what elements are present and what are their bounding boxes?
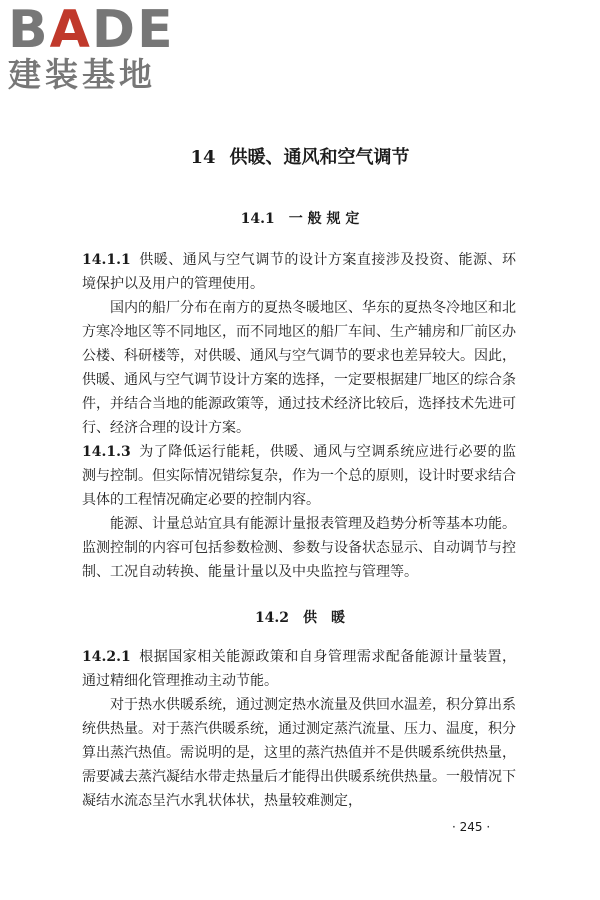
- chapter-title-text: 供暖、通风和空气调节: [229, 147, 410, 168]
- paragraph: [82, 693, 516, 813]
- section-number: 14.2: [254, 610, 290, 626]
- logo-letter-d: D: [91, 0, 138, 60]
- logo-letter-b: B: [8, 0, 50, 60]
- section-title-text: 供 暖: [303, 610, 346, 626]
- section-title-14-1: [0, 208, 600, 228]
- paragraph-text: 根据国家相关能源政策和自身管理需求配备能源计量装置，通过精细化管理推动主动节能。: [82, 649, 516, 689]
- paragraph-text: 国内的船厂分布在南方的夏热冬暖地区、华东的夏热冬冷地区和北方寒冷地区等不同地区，而不同地区的船厂车间、生产辅房和厂前区办公楼、科研楼等，对供暖、通风与空气调节的要求也差异较大。因此，供暖、通风与空气调节设计方案的选择，一定要根据建厂地区的综合条件，并结合当地的能源政策等，通过技术经济比较后，选择技术先进可行、经济合理的设计方案。: [82, 300, 516, 436]
- paragraph-14-1-1: [82, 248, 516, 296]
- paragraph-text: 供暖、通风与空气调节的设计方案直接涉及投资、能源、环境保护以及用户的管理使用。: [82, 252, 516, 292]
- paragraph-text: 为了降低运行能耗，供暖、通风与空调系统应进行必要的监测与控制。但实际情况错综复杂，作为一个总的原则，设计时要求结合具体的工程情况确定必要的控制内容。: [82, 444, 516, 508]
- logo-wordmark: [8, 0, 178, 60]
- logo-chinese: 建装基地: [8, 55, 156, 94]
- logo-letter-e: E: [137, 0, 175, 60]
- clause-number: 14.1.3: [82, 444, 131, 460]
- paragraph: [82, 512, 516, 584]
- clause-number: 14.2.1: [82, 649, 131, 665]
- paragraph: [82, 296, 516, 440]
- section-title-14-2: [0, 607, 600, 627]
- logo-letter-a: A: [49, 0, 92, 60]
- paragraph-14-2-1: [82, 645, 516, 693]
- section-title-text: 一 般 规 定: [288, 211, 360, 227]
- page-number: · 245 ·: [452, 820, 491, 834]
- section-number: 14.1: [240, 211, 275, 227]
- clause-number: 14.1.1: [82, 252, 131, 268]
- chapter-number: 14: [190, 147, 216, 168]
- paragraph-text: 能源、计量总站宜具有能源计量报表管理及趋势分析等基本功能。监测控制的内容可包括参数检测、参数与设备状态显示、自动调节与控制、工况自动转换、能量计量以及中央监控与管理等。: [82, 516, 516, 580]
- section-14-1-body: [82, 248, 516, 584]
- chapter-title: [0, 143, 600, 169]
- section-14-2-body: [82, 645, 516, 813]
- bade-logo: [8, 0, 178, 94]
- paragraph-text: 对于热水供暖系统，通过测定热水流量及供回水温差，积分算出系统供热量。对于蒸汽供暖系统，通过测定蒸汽流量、压力、温度，积分算出蒸汽热值。需说明的是，这里的蒸汽热值并不是供暖系统供热量，需要减去蒸汽凝结水带走热量后才能得出供暖系统供热量。一般情况下凝结水流态呈汽水乳状体状，热量较难测定，: [82, 697, 516, 809]
- paragraph-14-1-3: [82, 440, 516, 512]
